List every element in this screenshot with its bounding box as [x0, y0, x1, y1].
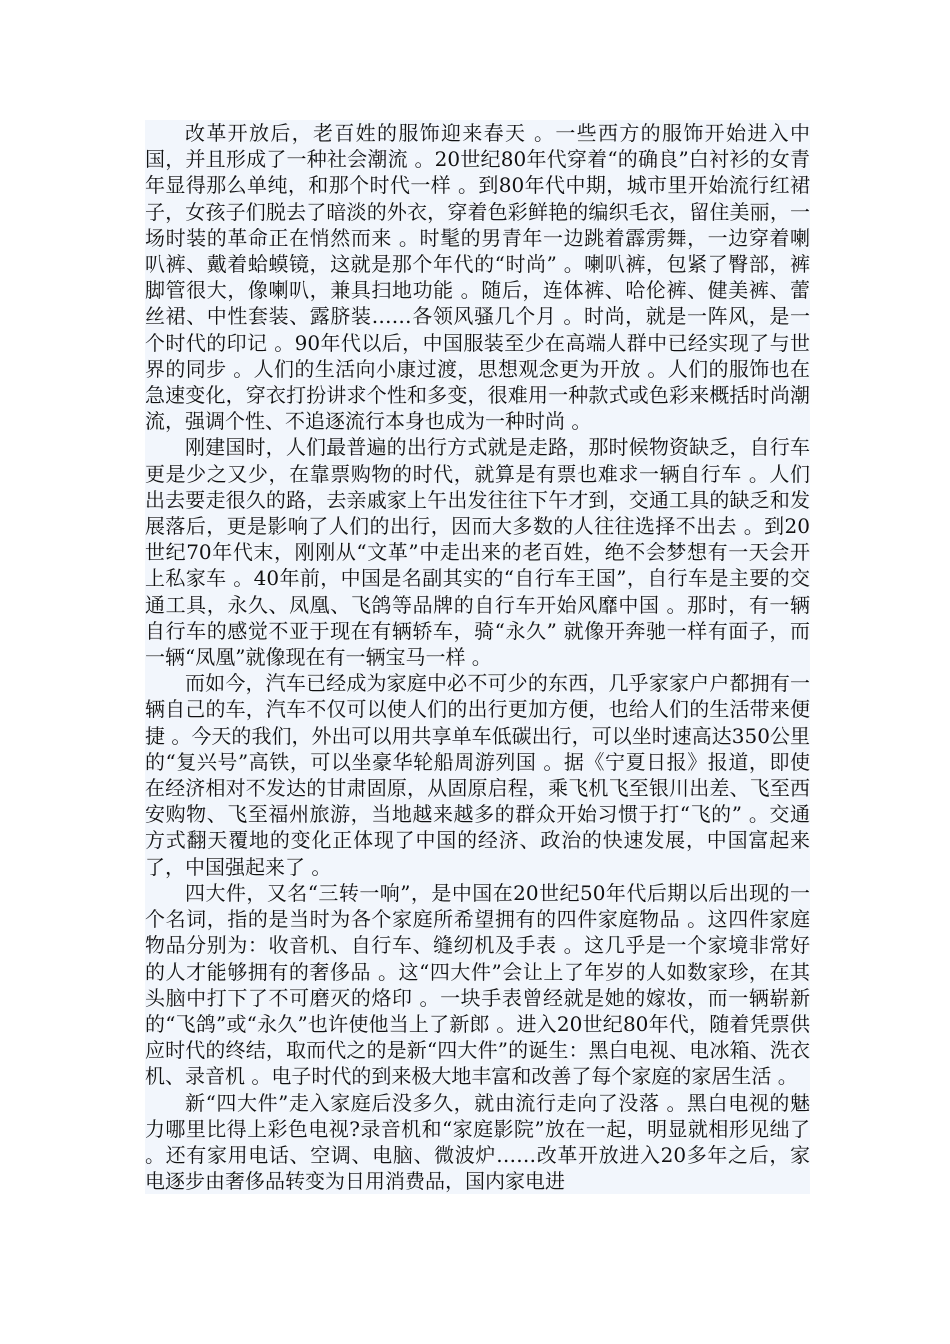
paragraph-four-big-items: 四大件，又名“三转一响”，是中国在20世纪50年代后期以后出现的一个名词，指的是当时为各个家庭所希望拥有的四件家庭物品 。这四件家庭物品分别为：收音机、自行车、缝纫机及手表 。这几乎是一个家境非常好的人才能够拥有的奢侈品 。这“四大件”会让上了年岁的人如数家珍，在其头脑中打下了不可磨灭的烙印 。一块手表曾经就是她的嫁妆，而一辆崭新的“飞鸽”或“永久”也许使他当上了新郎 。进入20世纪80年代，随着凭票供应时代的终结，取而代之的是新“四大件”的诞生：黑白电视、电冰箱、洗衣机、录音机 。电子时代的到来极大地丰富和改善了每个家庭的家居生活 。	[145, 880, 810, 1089]
document-body	[145, 120, 810, 1194]
paragraph-new-four-big-items: 新“四大件”走入家庭后没多久，就由流行走向了没落 。黑白电视的魅力哪里比得上彩色电视?录音机和“家庭影院”放在一起，明显就相形见绌了 。还有家用电话、空调、电脑、微波炉……改革开放进入20多年之后，家电逐步由奢侈品转变为日用消费品，国内家电进	[145, 1090, 810, 1194]
paragraph-bicycle-era: 刚建国时，人们最普遍的出行方式就是走路，那时候物资缺乏，自行车更是少之又少，在靠票购物的时代，就算是有票也难求一辆自行车 。人们出去要走很久的路，去亲戚家上午出发往往下午才到，交通工具的缺乏和发展落后，更是影响了人们的出行，因而大多数的人往往选择不出去 。到20世纪70年代末，刚刚从“文革”中走出来的老百姓，绝不会梦想有一天会开上私家车 。40年前，中国是名副其实的“自行车王国”，自行车是主要的交通工具，永久、凤凰、飞鸽等品牌的自行车开始风靡中国 。那时，有一辆自行车的感觉不亚于现在有辆轿车，骑“永久” 就像开奔驰一样有面子，而一辆“凤凰”就像现在有一辆宝马一样 。	[145, 435, 810, 670]
paragraph-modern-transport: 而如今，汽车已经成为家庭中必不可少的东西，几乎家家户户都拥有一辆自己的车，汽车不仅可以使人们的出行更加方便，也给人们的生活带来便捷 。今天的我们，外出可以用共享单车低碳出行，可以坐时速高达350公里的“复兴号”高铁，可以坐豪华轮船周游列国 。据《宁夏日报》报道，即使在经济相对不发达的甘肃固原，从固原启程，乘飞机飞至银川出差、飞至西安购物、飞至福州旅游，当地越来越多的群众开始习惯于打“飞的” 。交通方式翻天覆地的变化正体现了中国的经济、政治的快速发展，中国富起来了，中国强起来了 。	[145, 671, 810, 879]
paragraph-clothing: 改革开放后，老百姓的服饰迎来春天 。一些西方的服饰开始进入中国，并且形成了一种社会潮流 。20世纪80年代穿着“的确良”白衬衫的女青年显得那么单纯，和那个时代一样 。到80年代中期，城市里开始流行红裙子，女孩子们脱去了暗淡的外衣，穿着色彩鲜艳的编织毛衣，留住美丽，一场时装的革命正在悄然而来 。时髦的男青年一边跳着霹雳舞，一边穿着喇叭裤、戴着蛤蟆镜，这就是那个年代的“时尚” 。喇叭裤，包紧了臀部，裤脚管很大，像喇叭，兼具扫地功能 。随后，连体裤、哈伦裤、健美裤、蕾丝裙、中性套装、露脐装……各领风骚几个月 。时尚，就是一阵风，是一个时代的印记 。90年代以后，中国服装至少在高端人群中已经实现了与世界的同步 。人们的生活向小康过渡，思想观念更为开放 。人们的服饰也在急速变化，穿衣打扮讲求个性和多变，很难用一种款式或色彩来概括时尚潮流，强调个性、不追逐流行本身也成为一种时尚 。	[145, 121, 810, 434]
